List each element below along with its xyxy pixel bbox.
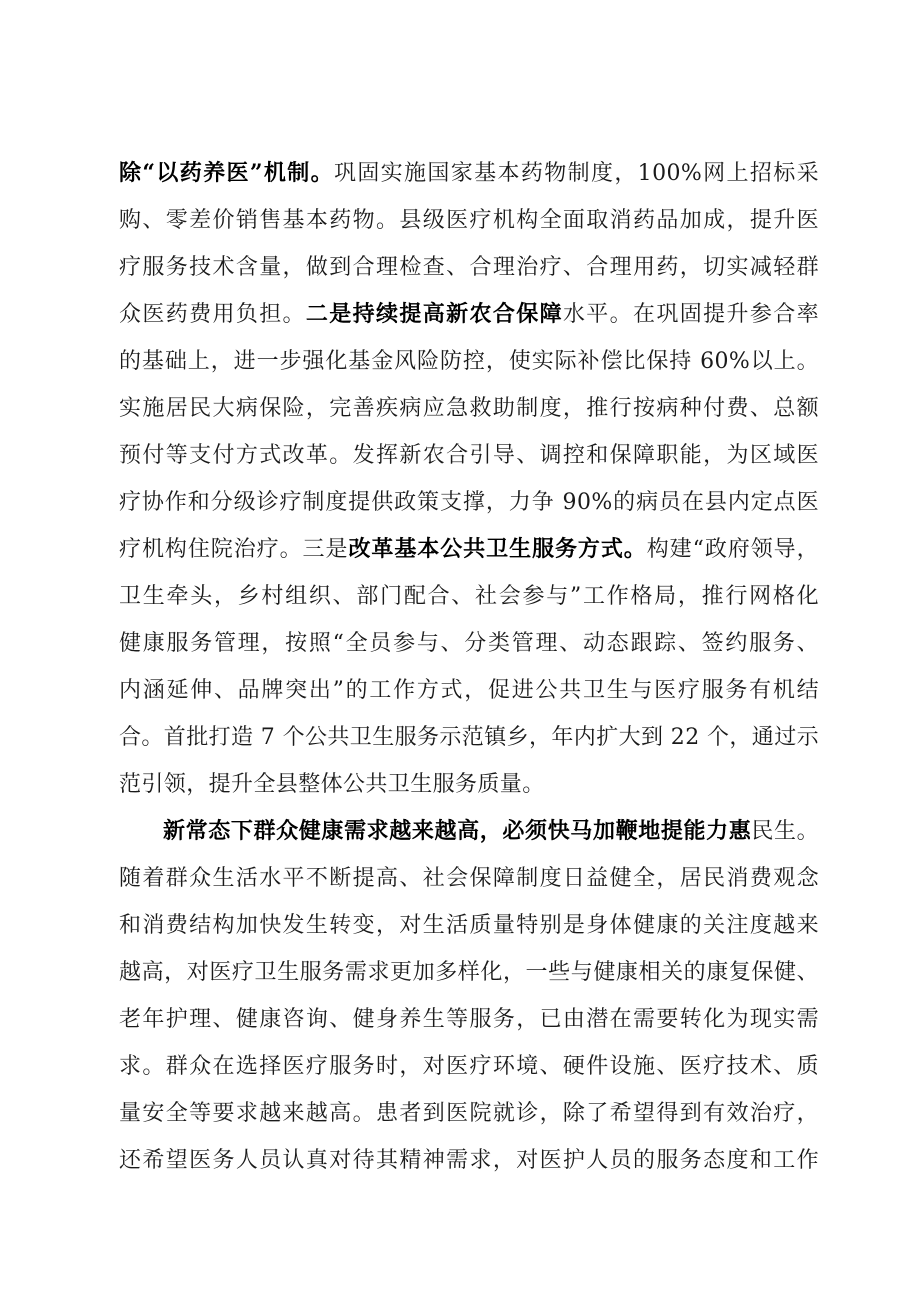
body-text: 求。群众在选择医疗服务时，对医疗环境、硬件设施、医疗技术、质 <box>119 1054 819 1079</box>
body-text: 健康服务管理，按照“全员参与、分类管理、动态跟踪、签约服务、 <box>119 631 819 656</box>
body-text: 预付等支付方式改革。发挥新农合引导、调控和保障职能，为区域医 <box>119 443 819 468</box>
paragraph-line <box>119 949 819 996</box>
paragraph-line <box>119 432 819 479</box>
body-text: 越高，对医疗卫生服务需求更加多样化，一些与健康相关的康复保健、 <box>119 960 819 985</box>
body-text: 还希望医务人员认真对待其精神需求，对医护人员的服务态度和工作 <box>119 1148 819 1173</box>
body-text: 老年护理、健康咨询、健身养生等服务，已由潜在需要转化为现实需 <box>119 1007 819 1032</box>
body-text: 量安全等要求越来越高。患者到医院就诊，除了希望得到有效治疗， <box>119 1101 819 1126</box>
paragraph-line <box>119 385 819 432</box>
body-text: 卫生牵头，乡村组织、部门配合、社会参与”工作格局，推行网格化 <box>119 584 819 609</box>
body-text: 内涵延伸、品牌突出”的工作方式，促进公共卫生与医疗服务有机结 <box>119 678 819 703</box>
body-text: 疗服务技术含量，做到合理检查、合理治疗、合理用药，切实减轻群 <box>119 255 819 280</box>
document-page <box>119 150 819 1184</box>
bold-text: 除“以药养医”机制。 <box>119 160 334 186</box>
paragraph-line <box>119 150 819 197</box>
paragraph-line <box>119 1043 819 1090</box>
paragraph-line <box>119 291 819 338</box>
bold-text: 新常态下群众健康需求越来越高，必须快马加鞭地提能力惠 <box>163 818 752 844</box>
body-text: 和消费结构加快发生转变，对生活质量特别是身体健康的关注度越来 <box>119 913 819 938</box>
paragraph-line <box>119 1137 819 1184</box>
body-text: 巩固实施国家基本药物制度，100%网上招标采 <box>333 161 819 186</box>
paragraph-line <box>119 667 819 714</box>
body-text: 的基础上，进一步强化基金风险防控，使实际补偿比保持 60%以上。 <box>119 349 819 374</box>
body-text: 水平。在巩固提升参合率 <box>562 302 819 327</box>
paragraph-line <box>119 996 819 1043</box>
body-text: 实施居民大病保险，完善疾病应急救助制度，推行按病种付费、总额 <box>119 396 819 421</box>
paragraph-line <box>119 479 819 526</box>
paragraph-line <box>119 197 819 244</box>
paragraph-line <box>119 1090 819 1137</box>
body-text: 购、零差价销售基本药物。县级医疗机构全面取消药品加成，提升医 <box>119 208 819 233</box>
bold-text: 改革基本公共卫生服务方式。 <box>348 536 647 562</box>
paragraph-line <box>119 855 819 902</box>
body-text: 合。首批打造 7 个公共卫生服务示范镇乡，年内扩大到 22 个，通过示 <box>119 725 819 750</box>
body-text: 众医药费用负担。 <box>119 302 306 327</box>
body-text: 疗机构住院治疗。三是 <box>119 537 349 562</box>
paragraph-line <box>119 338 819 385</box>
body-text: 构建“政府领导， <box>646 537 819 562</box>
body-text: 民生。 <box>751 819 819 844</box>
paragraph-line <box>119 761 819 808</box>
paragraph-line <box>119 902 819 949</box>
bold-text: 二是持续提高新农合保障 <box>305 301 563 327</box>
paragraph-line <box>119 808 819 855</box>
paragraph-line <box>119 714 819 761</box>
paragraph-line <box>119 620 819 667</box>
paragraph-line <box>119 244 819 291</box>
body-text: 随着群众生活水平不断提高、社会保障制度日益健全，居民消费观念 <box>119 866 819 891</box>
paragraph-line <box>119 526 819 573</box>
body-text: 范引领，提升全县整体公共卫生服务质量。 <box>119 772 545 797</box>
body-text: 疗协作和分级诊疗制度提供政策支撑，力争 90%的病员在县内定点医 <box>119 490 819 515</box>
paragraph-line <box>119 573 819 620</box>
